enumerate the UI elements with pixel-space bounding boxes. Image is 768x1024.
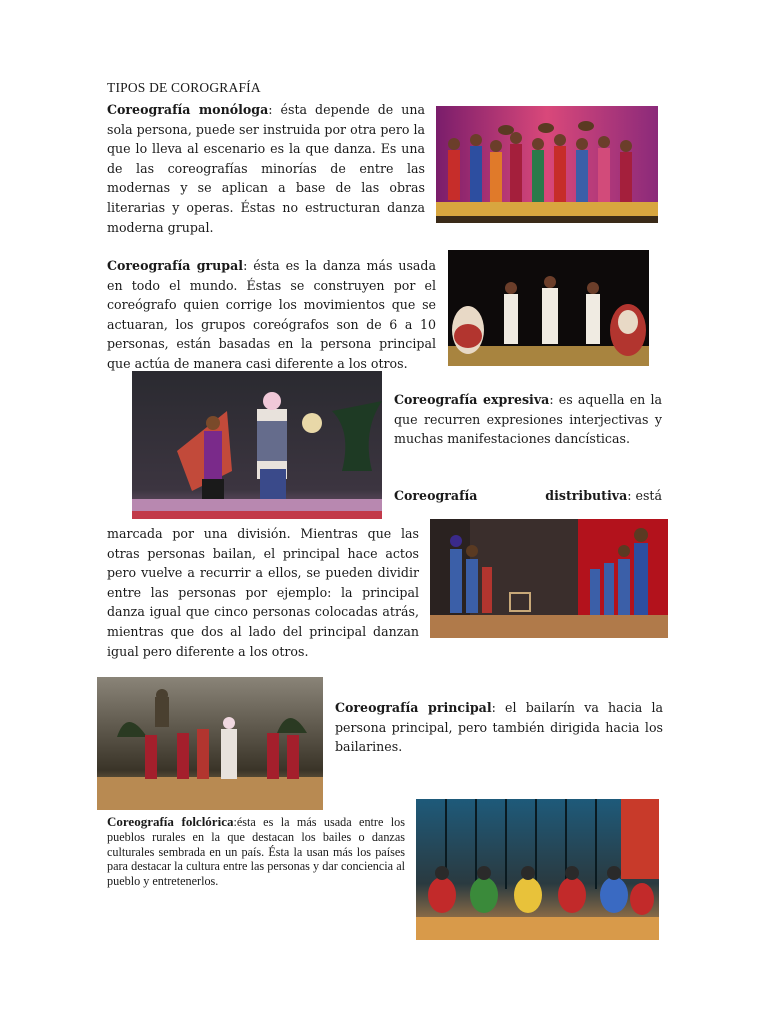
- section-distributiva: [107, 524, 419, 661]
- text-distributiva-head: : está: [627, 488, 662, 503]
- photo-grupal: [448, 250, 649, 366]
- term-principal: Coreografía principal: [335, 700, 492, 715]
- section-principal: [335, 698, 663, 757]
- section-expresiva: [394, 390, 662, 449]
- text-distributiva: marcada por una división. Mientras que las otras personas bailan, el principal hace actos pero vuelve a recurrir a ellos, se pueden dividir entre las personas por ejemplo: la principal danza igual que cinco personas colocadas atrás, mientras que dos al lado del principal danzan igual pero diferente a los otros.: [107, 526, 419, 659]
- text-folclorica: :ésta es la más usada entre los pueblos rurales en la que destacan los bailes o danzas culturales sembrada en un país. Ésta la usan más los países para destacar la cultura entre las personas y dar conciencia al pueblo y entretenerlos.: [107, 815, 405, 889]
- term-expresiva: Coreografía expresiva: [394, 392, 550, 407]
- photo-distributiva: [430, 519, 668, 638]
- term-monologa: Coreografía monóloga: [107, 102, 269, 117]
- section-folclorica: [107, 815, 405, 889]
- section-monologa: [107, 100, 425, 237]
- photo-monologa: [436, 106, 658, 223]
- text-grupal: : ésta es la danza más usada en todo el mundo. Éstas se construyen por el coreógrafo quien corrige los movimientos que se actuaran, los grupos coreógrafos son de 6 a 10 personas, están basadas en la persona principal que actúa de manera casi diferente a los otros.: [107, 258, 436, 371]
- text-monologa: : ésta depende de una sola persona, puede ser instruida por otra pero la que lo lleva al escenario es la que danza. Es una de las coreografías minorías de entre las modernas y se aplican a base de las obras literarias y operas. Éstas no estructuran danza moderna grupal.: [107, 102, 426, 235]
- term-grupal: Coreografía grupal: [107, 258, 244, 273]
- text-expresiva: : es aquella en la que recurren expresiones interjectivas y muchas manifestaciones dancísticas.: [394, 392, 662, 447]
- term-folclorica: Coreografía folclórica: [107, 814, 234, 829]
- photo-principal: [97, 677, 323, 810]
- photo-expresiva: [132, 371, 382, 519]
- section-grupal: [107, 256, 436, 374]
- page-title: TIPOS DE COROGRAFÍA: [107, 80, 261, 95]
- text-principal: : el bailarín va hacia la persona principal, pero también dirigida hacia los bailarines.: [335, 700, 663, 755]
- photo-folclorica: [416, 799, 659, 940]
- section-distributiva-heading: [394, 486, 662, 506]
- term-distributiva-a: Coreografía: [394, 488, 478, 503]
- term-distributiva-b: distributiva: [545, 488, 628, 503]
